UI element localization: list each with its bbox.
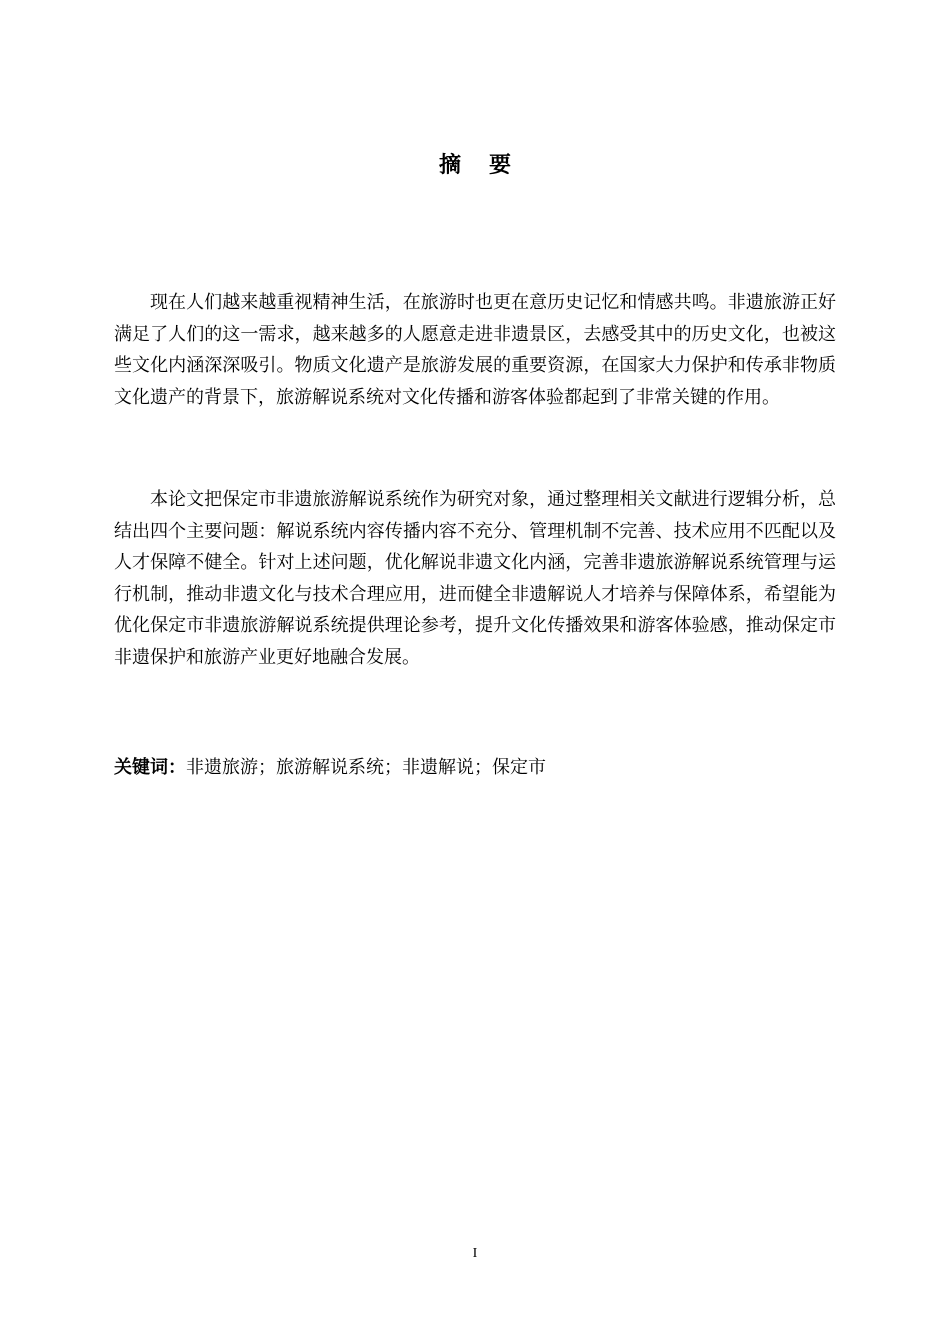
keywords-label: 关键词： <box>114 757 186 778</box>
page-title: 摘要 <box>438 153 539 178</box>
keywords-line <box>114 752 836 784</box>
page-number: I <box>472 1246 478 1261</box>
abstract-paragraph-2: 本论文把保定市非遗旅游解说系统作为研究对象，通过整理相关文献进行逻辑分析，总结出四个主要问题：解说系统内容传播内容不充分、管理机制不完善、技术应用不匹配以及人才保障不健全。针对上述问题，优化解说非遗文化内涵，完善非遗旅游解说系统管理与运行机制，推动非遗文化与技术合理应用，进而健全非遗解说人才培养与保障体系，希望能为优化保定市非遗旅游解说系统提供理论参考，提升文化传播效果和游客体验感，推动保定市非遗保护和旅游产业更好地融合发展。 <box>114 489 836 668</box>
abstract-paragraph-1: 现在人们越来越重视精神生活，在旅游时也更在意历史记忆和情感共鸣。非遗旅游正好满足了人们的这一需求，越来越多的人愿意走进非遗景区，去感受其中的历史文化，也被这些文化内涵深深吸引。物质文化遗产是旅游发展的重要资源，在国家大力保护和传承非物质文化遗产的背景下，旅游解说系统对文化传播和游客体验都起到了非常关键的作用。 <box>114 292 836 408</box>
keywords-text: 非遗旅游；旅游解说系统；非遗解说；保定市 <box>186 757 546 778</box>
